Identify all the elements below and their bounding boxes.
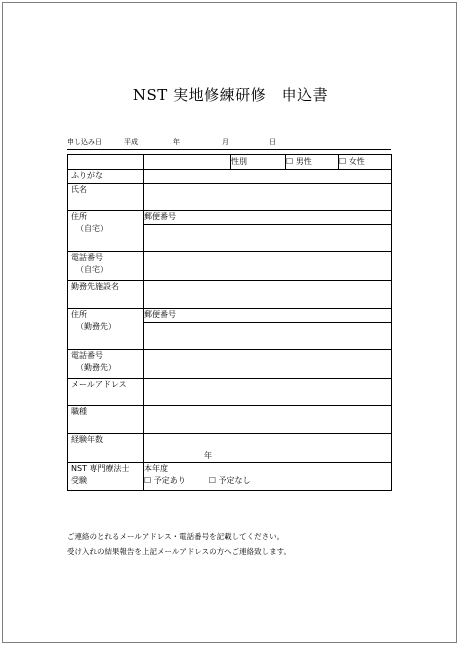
email-field[interactable] (144, 379, 392, 406)
era-label: 平成 (124, 138, 138, 146)
month-label: 月 (222, 138, 229, 146)
gender-male-label: 男性 (295, 157, 312, 166)
exam-not-planned-label: 予定なし (218, 476, 251, 485)
document-title: NST 実地修練研修 申込書 (132, 86, 329, 104)
exam-this-year-label: 本年度 (144, 464, 168, 473)
nst-exam-field (144, 463, 392, 491)
home-address-label: 住所 （自宅） (68, 211, 144, 252)
occupation-label: 職種 (68, 406, 144, 434)
home-postal-code-field[interactable]: 郵便番号 (144, 211, 392, 225)
workplace-label: 勤務先施設名 (68, 281, 144, 309)
exam-planned-label: 予定あり (153, 476, 186, 485)
table-row (68, 211, 392, 225)
blank-cell (68, 155, 144, 170)
nst-exam-label: NST 専門療法士 受験 (68, 463, 144, 491)
checkbox-icon[interactable]: ☐ (144, 476, 152, 485)
application-date-line (67, 137, 391, 150)
note-line-1: ご連絡のとれるメールアドレス・電話番号を記載してください。 (67, 532, 285, 541)
note-line-2: 受け入れの結果報告を上記メールアドレスの方へご連絡致します。 (67, 547, 292, 556)
year-label: 年 (173, 138, 180, 146)
day-label: 日 (269, 138, 276, 146)
furigana-field[interactable] (144, 170, 392, 184)
gender-label: 性別 (231, 155, 286, 170)
checkbox-icon[interactable]: ☐ (208, 476, 216, 485)
home-address-field[interactable] (144, 225, 392, 252)
table-row (68, 309, 392, 323)
table-row (68, 434, 392, 463)
home-phone-label: 電話番号 （自宅） (68, 252, 144, 281)
work-address-label: 住所 （勤務先） (68, 309, 144, 350)
application-form-table (67, 154, 392, 491)
table-row (68, 252, 392, 281)
email-label: メールアドレス (68, 379, 144, 406)
gender-female-option[interactable] (339, 155, 392, 170)
table-row (68, 350, 392, 379)
home-phone-field[interactable] (144, 252, 392, 281)
checkbox-icon[interactable]: ☐ (339, 157, 347, 166)
years-unit-label: 年 (204, 451, 212, 460)
name-field[interactable] (144, 184, 392, 211)
table-row (68, 406, 392, 434)
table-row (68, 155, 392, 170)
table-row (68, 379, 392, 406)
furigana-label: ふりがな (68, 170, 144, 184)
table-row (68, 184, 392, 211)
work-address-field[interactable] (144, 323, 392, 350)
table-row (68, 463, 392, 491)
gender-female-label: 女性 (348, 157, 365, 166)
table-row (68, 170, 392, 184)
years-experience-field[interactable] (144, 434, 392, 463)
occupation-field[interactable] (144, 406, 392, 434)
work-postal-code-field[interactable]: 郵便番号 (144, 309, 392, 323)
name-label: 氏名 (68, 184, 144, 211)
table-row (68, 281, 392, 309)
blank-cell[interactable] (144, 155, 231, 170)
work-phone-label: 電話番号 （勤務先） (68, 350, 144, 379)
application-date-label: 申し込み日 (67, 138, 102, 146)
checkbox-icon[interactable]: ☐ (286, 157, 294, 166)
work-phone-field[interactable] (144, 350, 392, 379)
gender-male-option[interactable] (286, 155, 339, 170)
workplace-field[interactable] (144, 281, 392, 309)
years-experience-label: 経験年数 (68, 434, 144, 463)
